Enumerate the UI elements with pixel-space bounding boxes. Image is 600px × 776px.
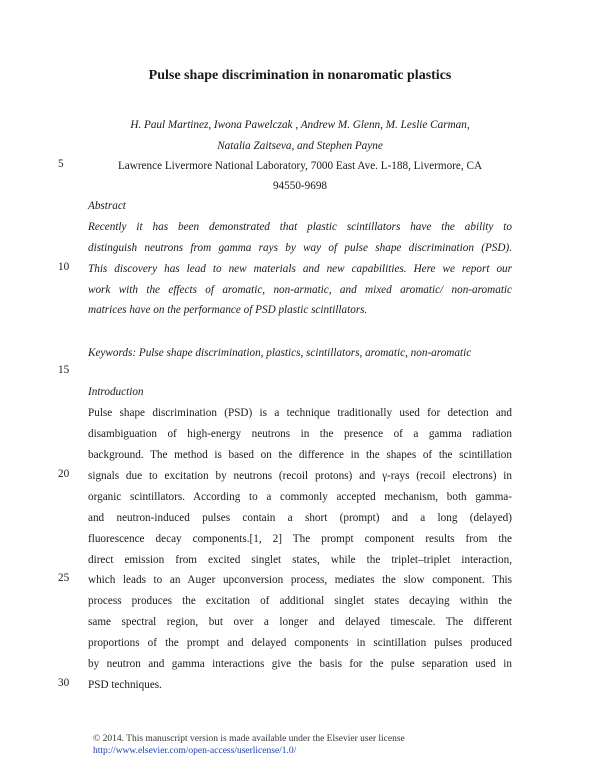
line-number: 20: [58, 468, 70, 480]
intro-line: fluorescence decay components.[1, 2] The prompt component results from the: [88, 533, 512, 545]
line-number: 10: [58, 261, 70, 273]
affiliation-line-2: 94550-9698: [272, 180, 328, 192]
keywords: Keywords: Pulse shape discrimination, plastics, scintillators, aromatic, non-aromatic: [88, 347, 472, 359]
copyright-notice: © 2014. This manuscript version is made available under the Elsevier user license: [93, 734, 405, 744]
intro-line: background. The method is based on the difference in the shapes of the scintillation: [88, 449, 512, 461]
intro-line: and neutron-induced pulses contain a short (prompt) and a long (delayed): [88, 512, 512, 524]
line-number: 25: [58, 572, 70, 584]
abstract-line: This discovery has lead to new materials and new capabilities. Here we report our: [88, 263, 512, 275]
authors-line-2: Natalia Zaitseva, and Stephen Payne: [217, 140, 383, 152]
intro-line: Pulse shape discrimination (PSD) is a technique traditionally used for detection and: [88, 407, 512, 419]
intro-line: disambiguation of high-energy neutrons in the presence of a gamma radiation: [88, 428, 512, 440]
abstract-line: Recently it has been demonstrated that plastic scintillators have the ability to: [88, 221, 512, 233]
license-link[interactable]: http://www.elsevier.com/open-access/userlicense/1.0/: [93, 746, 297, 756]
abstract-line: work with the effects of aromatic, non-armatic, and mixed aromatic/ non-aromatic: [88, 284, 512, 296]
intro-line: signals due to excitation by neutrons (recoil protons) and γ-rays (recoil electrons) in: [88, 470, 512, 482]
abstract-heading: Abstract: [88, 200, 126, 212]
introduction-heading: Introduction: [88, 386, 144, 398]
abstract-line: matrices have on the performance of PSD plastic scintillators.: [88, 304, 368, 316]
intro-line: same spectral region, but over a longer and delayed timescale. The different: [88, 616, 512, 628]
affiliation-line-1: Lawrence Livermore National Laboratory, 7000 East Ave. L-188, Livermore, CA: [117, 160, 483, 172]
line-number: 15: [58, 364, 70, 376]
intro-line: which leads to an Auger upconversion process, mediates the slow component. This: [88, 574, 512, 586]
authors-line-1: H. Paul Martinez, Iwona Pawelczak , Andrew M. Glenn, M. Leslie Carman,: [130, 119, 470, 131]
paper-title: Pulse shape discrimination in nonaromatic plastics: [148, 68, 452, 83]
line-number: 5: [58, 158, 64, 170]
intro-line: by neutron and gamma interactions give the basis for the pulse separation used in: [88, 658, 512, 670]
intro-line: direct emission from excited singlet states, while the triplet–triplet interaction,: [88, 554, 512, 566]
line-number: 30: [58, 677, 70, 689]
intro-line: proportions of the prompt and delayed components in scintillation pulses produced: [88, 637, 512, 649]
intro-line: process produces the excitation of additional singlet states decaying within the: [88, 595, 512, 607]
intro-line: PSD techniques.: [88, 679, 162, 691]
abstract-line: distinguish neutrons from gamma rays by way of pulse shape discrimination (PSD).: [88, 242, 512, 254]
intro-line: organic scintillators. According to a commonly accepted mechanism, both gamma-: [88, 491, 512, 503]
